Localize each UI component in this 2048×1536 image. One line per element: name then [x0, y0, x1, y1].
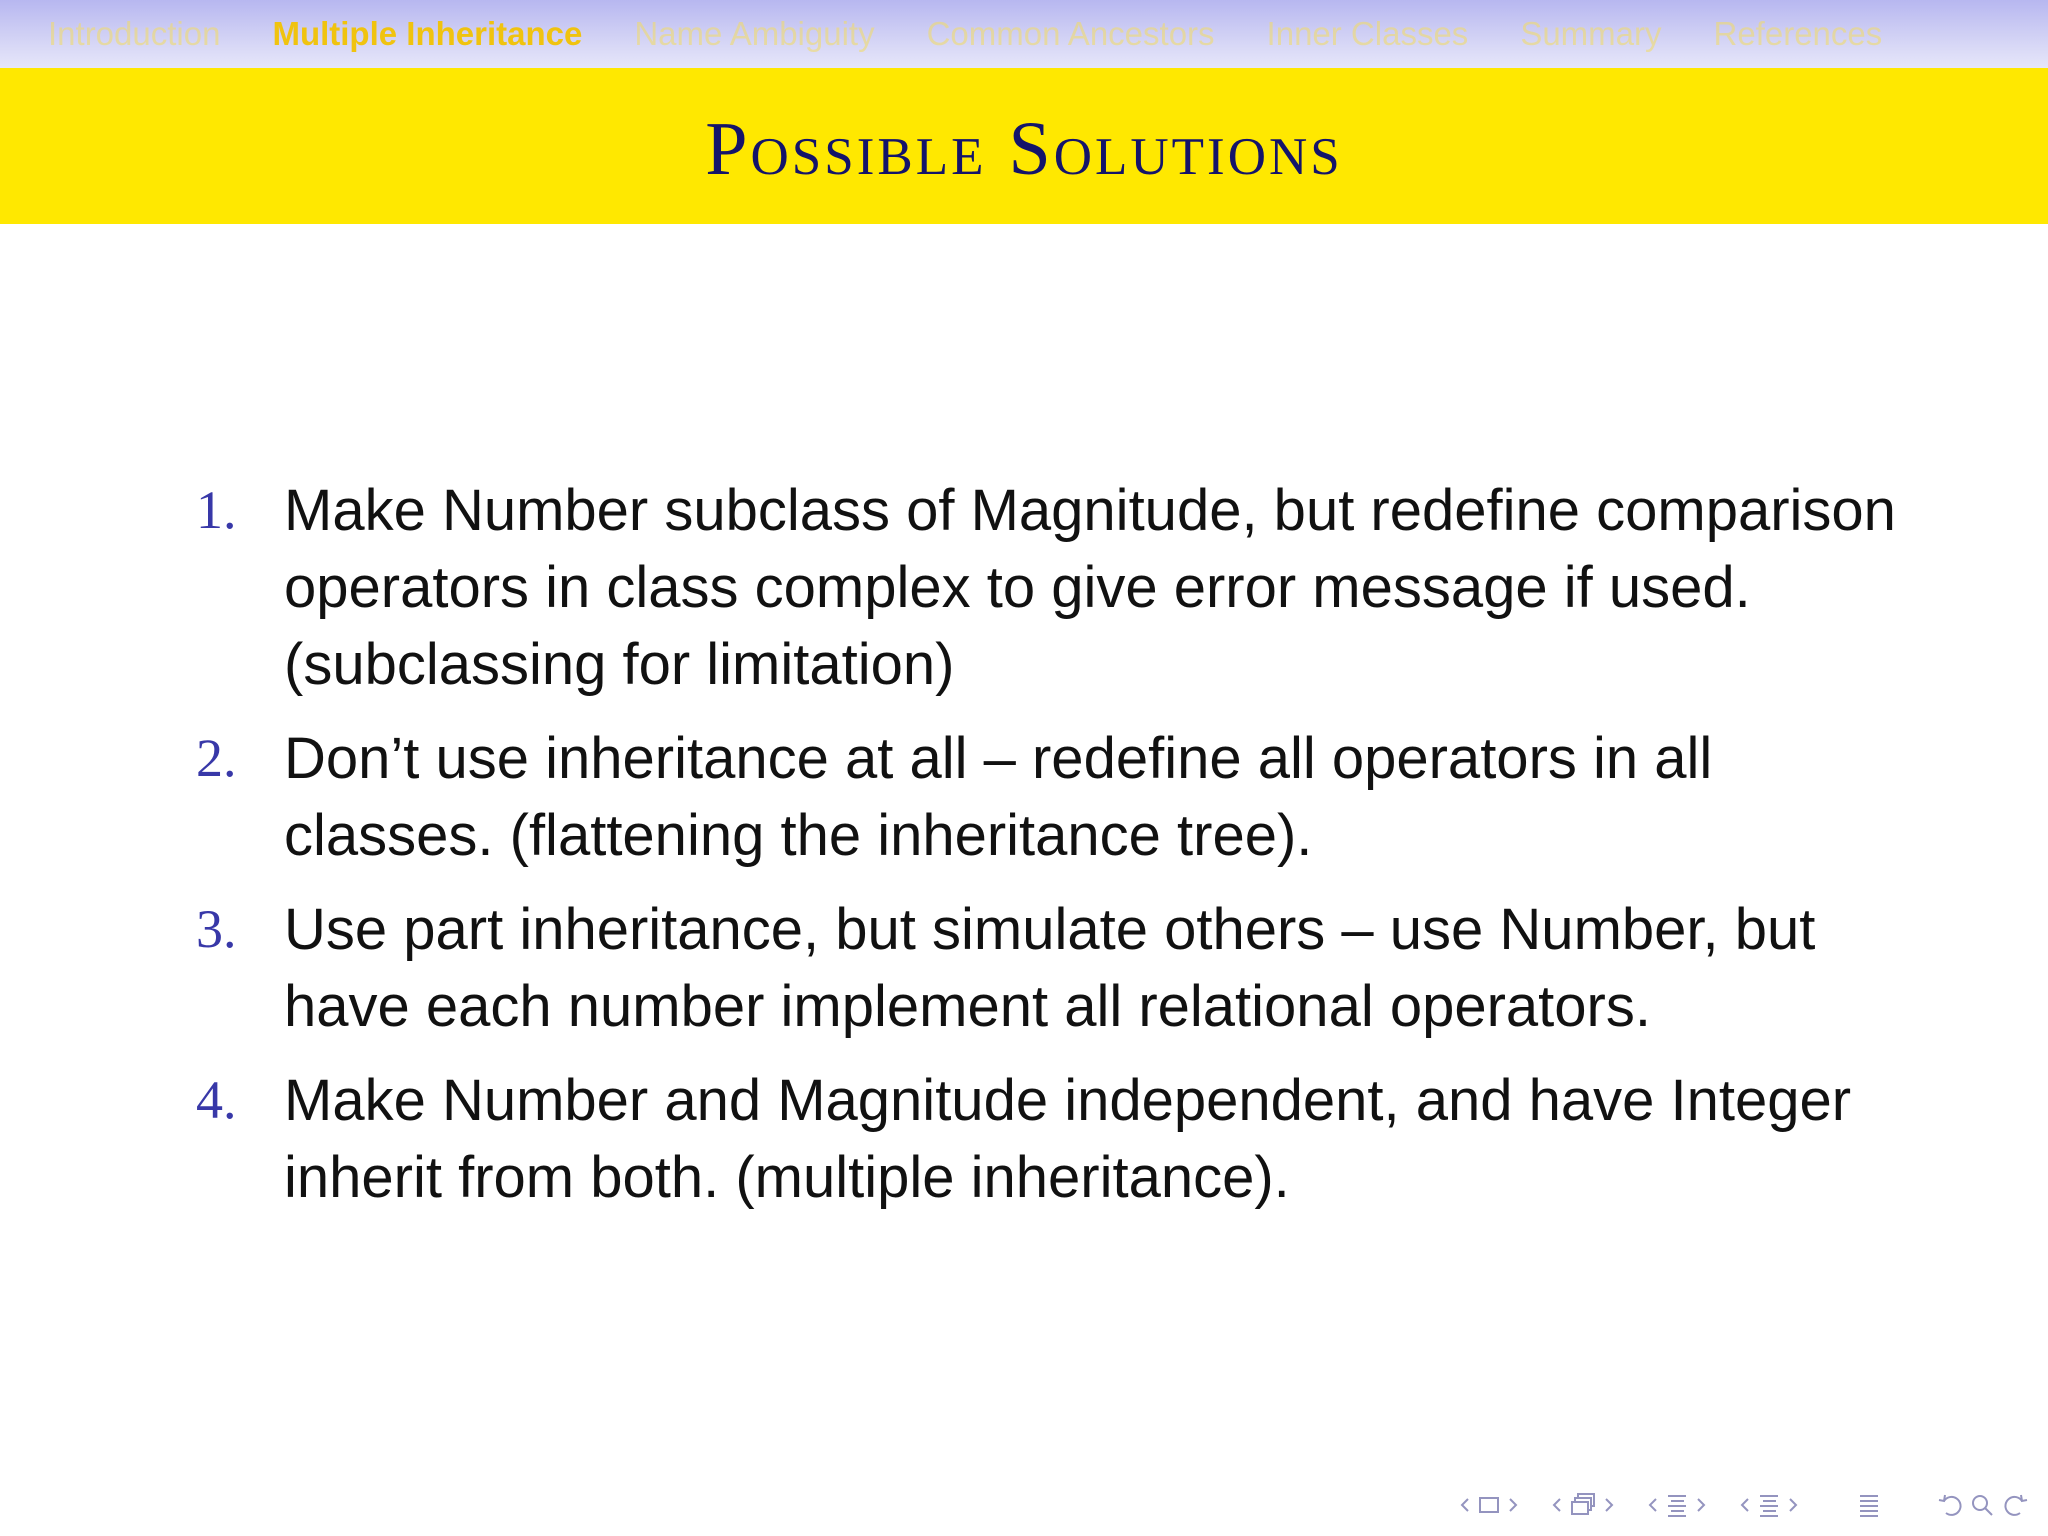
- solutions-list: [196, 472, 1896, 1233]
- search-icon[interactable]: [1968, 1488, 1998, 1522]
- list-item: [196, 891, 1896, 1045]
- frame-title: Possible Solutions: [705, 106, 1343, 191]
- arrow-right-icon[interactable]: [1692, 1488, 1710, 1522]
- arrow-left-icon[interactable]: [1456, 1488, 1474, 1522]
- list-item: [196, 720, 1896, 874]
- beamer-navigation-symbols: [1456, 1488, 2030, 1522]
- nav-section-multiple-inheritance[interactable]: Multiple Inheritance: [272, 15, 583, 52]
- subsection-icon[interactable]: [1662, 1488, 1692, 1522]
- list-item-text: Don’t use inheritance at all – redefine all operators in all classes. (flattening the inheritance tree).: [284, 726, 1713, 868]
- list-item-number: 3.: [196, 899, 237, 959]
- arrow-left-icon[interactable]: [1736, 1488, 1754, 1522]
- frame-title-bar: [0, 68, 2048, 224]
- redo-icon[interactable]: [1998, 1488, 2030, 1522]
- frame-icon[interactable]: [1566, 1488, 1600, 1522]
- nav-section-common-ancestors[interactable]: Common Ancestors: [926, 15, 1215, 52]
- arrow-right-icon[interactable]: [1784, 1488, 1802, 1522]
- arrow-left-icon[interactable]: [1644, 1488, 1662, 1522]
- nav-section-introduction[interactable]: Introduction: [48, 15, 221, 52]
- list-item-number: 4.: [196, 1070, 237, 1130]
- list-item-text: Use part inheritance, but simulate others – use Number, but have each number implement all relational operators.: [284, 897, 1816, 1039]
- section-navigation-bar: [0, 0, 2048, 68]
- arrow-right-icon[interactable]: [1504, 1488, 1522, 1522]
- nav-section-inner-classes[interactable]: Inner Classes: [1266, 15, 1469, 52]
- nav-section-name-ambiguity[interactable]: Name Ambiguity: [634, 15, 875, 52]
- undo-icon[interactable]: [1936, 1488, 1968, 1522]
- list-item-number: 1.: [196, 480, 237, 540]
- nav-section-summary[interactable]: Summary: [1520, 15, 1662, 52]
- list-item: [196, 472, 1896, 703]
- align-icon[interactable]: [1854, 1488, 1884, 1522]
- list-item: [196, 1062, 1896, 1216]
- arrow-right-icon[interactable]: [1600, 1488, 1618, 1522]
- list-item-text: Make Number subclass of Magnitude, but redefine comparison operators in class complex to give error message if used. (subclassing for limitation): [284, 478, 1896, 697]
- arrow-left-icon[interactable]: [1548, 1488, 1566, 1522]
- slide-icon[interactable]: [1474, 1488, 1504, 1522]
- list-item-number: 2.: [196, 728, 237, 788]
- section-icon[interactable]: [1754, 1488, 1784, 1522]
- list-item-text: Make Number and Magnitude independent, and have Integer inherit from both. (multiple inheritance).: [284, 1068, 1852, 1210]
- nav-section-references[interactable]: References: [1713, 15, 1883, 52]
